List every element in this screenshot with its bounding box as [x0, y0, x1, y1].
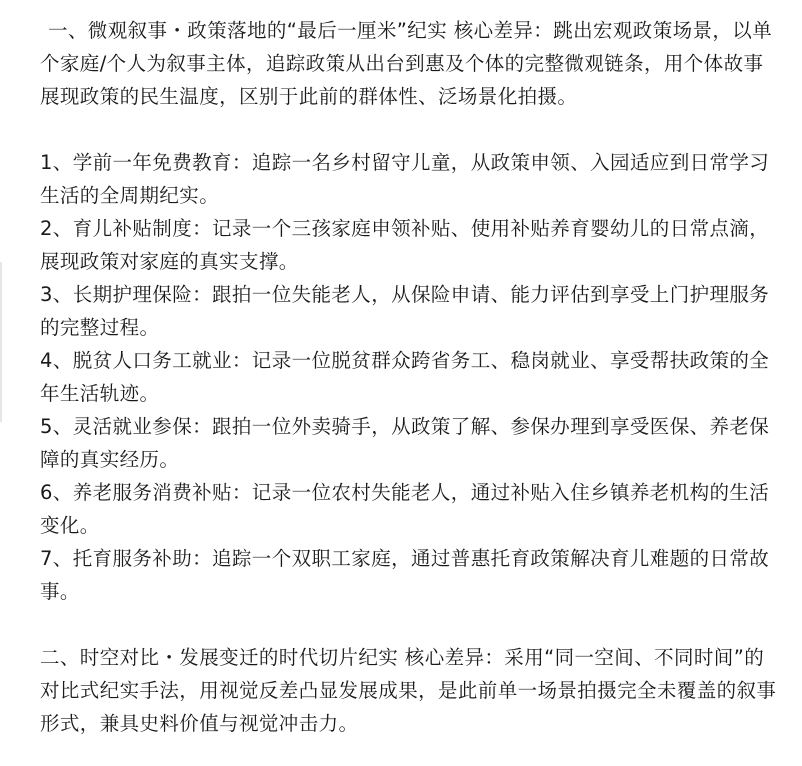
paragraph-gap — [40, 608, 780, 641]
list-item-2: 2、育儿补贴制度：记录一个三孩家庭申领补贴、使用补贴养育婴幼儿的日常点滴，展现政策对家庭的真实支撑。 — [40, 217, 770, 273]
list-item-3: 3、长期护理保险：跟拍一位失能老人，从保险申请、能力评估到享受上门护理服务的完整过程。 — [40, 283, 770, 339]
paragraph-gap — [40, 113, 780, 146]
list-item-5: 5、灵活就业参保：跟拍一位外卖骑手，从政策了解、参保办理到享受医保、养老保障的真实经历。 — [40, 415, 770, 471]
section-1-intro: 一、微观叙事・政策落地的“最后一厘米”纪实 核心差异：跳出宏观政策场景，以单个家庭/个人为叙事主体，追踪政策从出台到惠及个体的完整微观链条，用个体故事展现政策的民生温度，区别于此前的群体性、泛场景化拍摄。 — [40, 19, 773, 108]
section-2-intro: 二、时空对比・发展变迁的时代切片纪实 核心差异：采用“同一空间、不同时间”的对比式纪实手法，用视觉反差凸显发展成果，是此前单一场景拍摄完全未覆盖的叙事形式，兼具史料价值与视觉冲击力。 — [40, 646, 777, 735]
left-edge-divider — [0, 262, 2, 422]
list-item-4: 4、脱贫人口务工就业：记录一位脱贫群众跨省务工、稳岗就业、享受帮扶政策的全年生活轨迹。 — [40, 349, 770, 405]
list-item-7: 7、托育服务补助：追踪一个双职工家庭，通过普惠托育政策解决育儿难题的日常故事。 — [40, 547, 770, 603]
document-body — [40, 14, 780, 740]
section-1-list — [40, 146, 780, 608]
list-item-6: 6、养老服务消费补贴：记录一位农村失能老人，通过补贴入住乡镇养老机构的生活变化。 — [40, 481, 770, 537]
list-item-1: 1、学前一年免费教育：追踪一名乡村留守儿童，从政策申领、入园适应到日常学习生活的全周期纪实。 — [40, 151, 770, 207]
